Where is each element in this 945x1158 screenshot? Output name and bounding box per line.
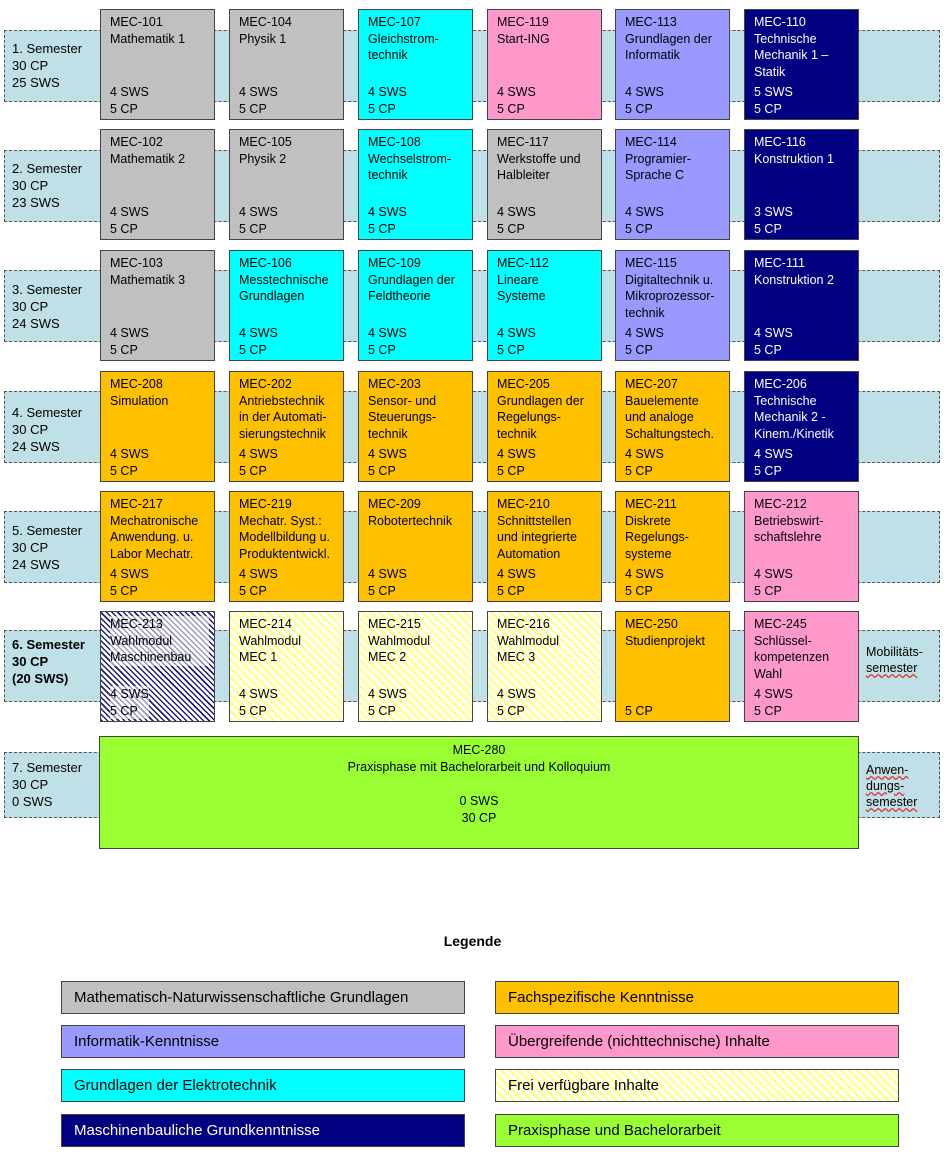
module-footer xyxy=(239,325,278,358)
module-sws: 4 SWS xyxy=(368,687,407,701)
module-footer xyxy=(110,325,149,358)
module-footer xyxy=(497,325,536,358)
module-cp: 5 CP xyxy=(625,703,653,718)
module-MEC-215[interactable] xyxy=(358,611,473,722)
module-sws: 4 SWS xyxy=(754,567,793,581)
module-footer xyxy=(754,446,793,479)
module-sws: 4 SWS xyxy=(110,687,149,701)
module-code: MEC-112 xyxy=(497,256,549,270)
module-footer xyxy=(368,204,407,237)
module-cp: 5 CP xyxy=(497,221,525,236)
semester-cp: 30 CP xyxy=(12,540,49,555)
module-sws: 0 SWS xyxy=(459,794,499,808)
module-MEC-280[interactable] xyxy=(99,736,859,849)
semester-cp: 30 CP xyxy=(12,299,49,314)
module-MEC-214[interactable] xyxy=(229,611,344,722)
module-sws: 3 SWS xyxy=(754,205,793,219)
module-sws: 4 SWS xyxy=(497,205,536,219)
module-title: Wechselstrom- technik xyxy=(368,151,452,182)
module-sws: 4 SWS xyxy=(625,205,664,219)
side-label-line xyxy=(866,778,938,794)
module-sws: 4 SWS xyxy=(497,687,536,701)
module-title: Mechatronische Anwendung. u. Labor Mechatr. xyxy=(110,513,199,561)
module-code: MEC-203 xyxy=(368,377,421,391)
module-cp: 5 CP xyxy=(239,101,267,116)
module-code: MEC-110 xyxy=(754,15,806,29)
module-MEC-216[interactable] xyxy=(487,611,602,722)
module-footer xyxy=(368,325,407,358)
module-code: MEC-202 xyxy=(239,377,292,391)
semester-name: 3. Semester xyxy=(12,282,83,297)
semester-label-5 xyxy=(12,522,82,573)
module-MEC-106[interactable] xyxy=(229,250,344,361)
module-cp: 5 CP xyxy=(110,342,138,357)
module-MEC-217[interactable] xyxy=(100,491,215,602)
semester-sws: 24 SWS xyxy=(12,316,60,331)
module-sws: 4 SWS xyxy=(497,326,536,340)
module-footer xyxy=(497,566,536,599)
module-MEC-111[interactable] xyxy=(744,250,859,361)
module-cp: 5 CP xyxy=(110,583,138,598)
module-title: Studienprojekt xyxy=(625,633,705,648)
module-title: Praxisphase mit Bachelorarbeit und Kolloquium xyxy=(347,760,611,774)
module-cp: 5 CP xyxy=(239,583,267,598)
module-footer xyxy=(625,325,664,358)
module-code: MEC-219 xyxy=(239,497,292,511)
module-cp: 5 CP xyxy=(368,342,396,357)
module-sws: 4 SWS xyxy=(368,567,407,581)
semester-label-4 xyxy=(12,404,82,455)
module-sws: 4 SWS xyxy=(754,687,793,701)
module-title: Bauelemente und analoge Schaltungstech. xyxy=(625,393,714,441)
module-footer xyxy=(110,566,149,599)
semester-label-6 xyxy=(12,636,85,687)
module-sws: 4 SWS xyxy=(625,567,664,581)
semester-label-3 xyxy=(12,281,82,332)
module-title: Mechatr. Syst.: Modellbildung u. Produktentwickl. xyxy=(239,513,331,561)
module-sws: 4 SWS xyxy=(239,447,278,461)
semester-sws: 24 SWS xyxy=(12,439,60,454)
module-cp: 5 CP xyxy=(625,101,653,116)
module-title: Technische Mechanik 1 – Statik xyxy=(754,31,829,79)
module-cp: 5 CP xyxy=(368,101,396,116)
semester-label-2 xyxy=(12,160,82,211)
module-title: Schlüssel- kompetenzen Wahl xyxy=(754,633,830,681)
semester-name: 2. Semester xyxy=(12,161,83,176)
module-sws: 4 SWS xyxy=(110,567,149,581)
module-MEC-114[interactable] xyxy=(615,129,730,240)
module-footer xyxy=(754,84,793,117)
module-sws: 4 SWS xyxy=(625,447,664,461)
module-cp: 5 CP xyxy=(368,221,396,236)
semester-sws: 0 SWS xyxy=(12,794,53,809)
semester-cp: 30 CP xyxy=(12,654,49,669)
module-cp: 5 CP xyxy=(239,703,267,718)
module-footer xyxy=(754,204,793,237)
module-footer xyxy=(239,204,278,237)
module-MEC-208[interactable] xyxy=(100,371,215,482)
module-code: MEC-115 xyxy=(625,256,677,270)
module-code: MEC-245 xyxy=(754,617,807,631)
module-MEC-203[interactable] xyxy=(358,371,473,482)
side-label-line xyxy=(866,762,938,778)
module-title: Konstruktion 2 xyxy=(754,272,834,287)
module-MEC-101[interactable] xyxy=(100,9,215,120)
module-sws: 4 SWS xyxy=(110,205,149,219)
module-sws: 4 SWS xyxy=(110,326,149,340)
module-cp: 5 CP xyxy=(239,221,267,236)
module-footer xyxy=(754,325,793,358)
module-sws: 4 SWS xyxy=(368,326,407,340)
module-title: Grundlagen der Informatik xyxy=(625,31,712,62)
semester-name: 4. Semester xyxy=(12,405,83,420)
semester-name: 7. Semester xyxy=(12,760,83,775)
semester-sws: (20 SWS) xyxy=(12,671,69,686)
module-sws: 4 SWS xyxy=(625,326,664,340)
module-MEC-202[interactable] xyxy=(229,371,344,482)
module-footer xyxy=(497,446,536,479)
module-MEC-110[interactable] xyxy=(744,9,859,120)
module-title: Diskrete Regelungs- systeme xyxy=(625,513,689,561)
module-MEC-115[interactable] xyxy=(615,250,730,361)
legend-item: Frei verfügbare Inhalte xyxy=(495,1069,899,1102)
module-cp: 5 CP xyxy=(497,463,525,478)
module-footer xyxy=(497,204,536,237)
module-cp: 5 CP xyxy=(110,703,149,720)
module-MEC-113[interactable] xyxy=(615,9,730,120)
module-footer xyxy=(110,446,149,479)
module-footer xyxy=(239,566,278,599)
module-footer xyxy=(239,686,278,719)
module-code: MEC-119 xyxy=(497,15,549,29)
module-footer xyxy=(625,84,664,117)
module-code: MEC-108 xyxy=(368,135,421,149)
module-code: MEC-103 xyxy=(110,256,163,270)
module-footer xyxy=(368,566,407,599)
module-MEC-109[interactable] xyxy=(358,250,473,361)
semester-cp: 30 CP xyxy=(12,422,49,437)
module-cp: 5 CP xyxy=(110,221,138,236)
semester-name: 1. Semester xyxy=(12,41,83,56)
module-cp: 5 CP xyxy=(625,221,653,236)
module-footer xyxy=(625,446,664,479)
module-code: MEC-113 xyxy=(625,15,677,29)
legend-item: Grundlagen der Elektrotechnik xyxy=(61,1069,465,1102)
module-title: Konstruktion 1 xyxy=(754,151,834,166)
module-title: Digitaltechnik u. Mikroprozessor- technik xyxy=(625,272,715,320)
module-code: MEC-109 xyxy=(368,256,421,270)
module-title: Start-ING xyxy=(497,31,550,46)
module-code: MEC-205 xyxy=(497,377,550,391)
module-title: Gleichstrom- technik xyxy=(368,31,439,62)
module-title: Wahlmodul MEC 1 xyxy=(239,633,302,664)
module-sws: 4 SWS xyxy=(239,567,278,581)
module-code: MEC-215 xyxy=(368,617,421,631)
module-footer xyxy=(754,686,793,719)
module-MEC-108[interactable] xyxy=(358,129,473,240)
module-footer xyxy=(239,446,278,479)
module-code: MEC-116 xyxy=(754,135,806,149)
module-cp: 5 CP xyxy=(497,101,525,116)
module-MEC-103[interactable] xyxy=(100,250,215,361)
module-sws: 4 SWS xyxy=(497,567,536,581)
module-MEC-105[interactable] xyxy=(229,129,344,240)
module-cp: 5 CP xyxy=(368,583,396,598)
legend-item: Informatik-Kenntnisse xyxy=(61,1025,465,1058)
module-footer xyxy=(625,566,664,599)
legend-title: Legende xyxy=(443,933,502,949)
semester-sws: 23 SWS xyxy=(12,195,60,210)
module-sws: 4 SWS xyxy=(368,447,407,461)
module-cp: 5 CP xyxy=(625,463,653,478)
module-footer xyxy=(368,446,407,479)
module-code: MEC-211 xyxy=(625,497,677,511)
side-label-text: dungs- xyxy=(866,779,905,793)
module-title: Sensor- und Steuerungs- technik xyxy=(368,393,437,441)
module-cp: 5 CP xyxy=(497,583,525,598)
module-code: MEC-104 xyxy=(239,15,292,29)
module-sws: 4 SWS xyxy=(497,447,536,461)
module-cp: 5 CP xyxy=(754,342,782,357)
module-MEC-209[interactable] xyxy=(358,491,473,602)
side-label-text: semester xyxy=(866,661,918,675)
module-MEC-212[interactable] xyxy=(744,491,859,602)
module-cp: 5 CP xyxy=(754,221,782,236)
legend-item: Übergreifende (nichttechnische) Inhalte xyxy=(495,1025,899,1058)
module-sws: 4 SWS xyxy=(239,205,278,219)
module-code: MEC-207 xyxy=(625,377,678,391)
module-title: Mathematik 2 xyxy=(110,151,186,166)
module-MEC-205[interactable] xyxy=(487,371,602,482)
module-footer xyxy=(110,84,149,117)
semester-sws: 25 SWS xyxy=(12,75,60,90)
module-footer xyxy=(368,686,407,719)
module-title: Programier- Sprache C xyxy=(625,151,691,182)
module-cp: 5 CP xyxy=(239,463,267,478)
module-MEC-245[interactable] xyxy=(744,611,859,722)
module-code: MEC-217 xyxy=(110,497,163,511)
spacer xyxy=(100,776,858,793)
module-cp: 5 CP xyxy=(497,703,525,718)
module-cp: 5 CP xyxy=(110,463,138,478)
module-MEC-207[interactable] xyxy=(615,371,730,482)
semester-cp: 30 CP xyxy=(12,777,49,792)
module-title: Mathematik 1 xyxy=(110,31,186,46)
module-code: MEC-210 xyxy=(497,497,550,511)
application-semester-label xyxy=(866,762,938,810)
module-title: Wahlmodul MEC 3 xyxy=(497,633,560,664)
module-cp: 5 CP xyxy=(754,583,782,598)
module-code: MEC-214 xyxy=(239,617,292,631)
module-code: MEC-212 xyxy=(754,497,807,511)
side-label-line: Mobilitäts- xyxy=(866,645,923,659)
module-footer xyxy=(368,84,407,117)
module-sws: 4 SWS xyxy=(625,85,664,99)
module-cp: 5 CP xyxy=(754,101,782,116)
module-MEC-102[interactable] xyxy=(100,129,215,240)
module-cp: 30 CP xyxy=(461,811,497,825)
module-title: Antriebstechnik in der Automati- sierungstechnik xyxy=(239,393,327,441)
module-MEC-112[interactable] xyxy=(487,250,602,361)
module-cp: 5 CP xyxy=(497,342,525,357)
module-title: Simulation xyxy=(110,393,169,408)
module-MEC-210[interactable] xyxy=(487,491,602,602)
module-cp: 5 CP xyxy=(625,342,653,357)
module-title: Wahlmodul MEC 2 xyxy=(368,633,431,664)
module-footer xyxy=(497,686,536,719)
module-title: Messtechnische Grundlagen xyxy=(239,272,329,303)
module-MEC-104[interactable] xyxy=(229,9,344,120)
module-cp: 5 CP xyxy=(110,101,138,116)
legend-item: Fachspezifische Kenntnisse xyxy=(495,981,899,1014)
module-cp: 5 CP xyxy=(754,703,782,718)
side-label-line xyxy=(866,794,938,810)
module-sws: 4 SWS xyxy=(110,85,149,99)
module-sws: 4 SWS xyxy=(239,687,278,701)
module-title: Robotertechnik xyxy=(368,513,453,528)
semester-cp: 30 CP xyxy=(12,178,49,193)
module-title: Grundlagen der Feldtheorie xyxy=(368,272,455,303)
semester-name: 6. Semester xyxy=(12,637,85,652)
module-code: MEC-213 xyxy=(110,616,209,633)
module-MEC-213[interactable] xyxy=(100,611,215,722)
module-MEC-211[interactable] xyxy=(615,491,730,602)
module-sws: 4 SWS xyxy=(239,85,278,99)
module-cp: 5 CP xyxy=(754,463,782,478)
module-MEC-119[interactable] xyxy=(487,9,602,120)
module-code: MEC-250 xyxy=(625,617,678,631)
module-footer xyxy=(497,84,536,117)
module-code: MEC-107 xyxy=(368,15,421,29)
module-footer xyxy=(625,703,653,720)
module-footer xyxy=(110,686,149,719)
module-code: MEC-111 xyxy=(754,256,805,270)
side-label-line xyxy=(866,660,938,676)
module-title: Physik 2 xyxy=(239,151,287,166)
module-MEC-219[interactable] xyxy=(229,491,344,602)
module-code: MEC-105 xyxy=(239,135,292,149)
module-footer xyxy=(110,204,149,237)
module-sws: 4 SWS xyxy=(239,326,278,340)
module-cp: 5 CP xyxy=(625,583,653,598)
module-footer xyxy=(239,84,278,117)
module-code: MEC-209 xyxy=(368,497,421,511)
module-sws: 4 SWS xyxy=(754,447,793,461)
module-title: Grundlagen der Regelungs- technik xyxy=(497,393,584,441)
module-code: MEC-216 xyxy=(497,617,550,631)
semester-name: 5. Semester xyxy=(12,523,83,538)
module-MEC-206[interactable] xyxy=(744,371,859,482)
side-label-text: Anwen- xyxy=(866,763,909,777)
semester-cp: 30 CP xyxy=(12,58,49,73)
module-MEC-250[interactable] xyxy=(615,611,730,722)
module-code: MEC-102 xyxy=(110,135,163,149)
module-code: MEC-206 xyxy=(754,377,807,391)
semester-label-1 xyxy=(12,40,82,91)
legend-item: Praxisphase und Bachelorarbeit xyxy=(495,1114,899,1147)
module-title: Technische Mechanik 2 - Kinem./Kinetik xyxy=(754,393,834,441)
module-code: MEC-106 xyxy=(239,256,292,270)
module-cp: 5 CP xyxy=(368,463,396,478)
module-title: Wahlmodul Maschinenbau xyxy=(110,633,209,666)
module-title: Mathematik 3 xyxy=(110,272,186,287)
module-sws: 5 SWS xyxy=(754,85,793,99)
module-code: MEC-117 xyxy=(497,135,549,149)
module-code: MEC-114 xyxy=(625,135,677,149)
module-sws: 4 SWS xyxy=(368,85,407,99)
mobility-semester-label xyxy=(866,644,938,676)
module-cp: 5 CP xyxy=(239,342,267,357)
legend-item: Maschinenbauliche Grundkenntnisse xyxy=(61,1114,465,1147)
semester-label-7 xyxy=(12,759,82,810)
module-footer xyxy=(625,204,664,237)
legend-item: Mathematisch-Naturwissenschaftliche Grundlagen xyxy=(61,981,465,1014)
module-MEC-116[interactable] xyxy=(744,129,859,240)
module-MEC-117[interactable] xyxy=(487,129,602,240)
module-cp: 5 CP xyxy=(368,703,396,718)
module-code: MEC-280 xyxy=(452,743,506,757)
module-sws: 4 SWS xyxy=(754,326,793,340)
module-sws: 4 SWS xyxy=(110,447,149,461)
semester-sws: 24 SWS xyxy=(12,557,60,572)
module-title: Physik 1 xyxy=(239,31,287,46)
module-sws: 4 SWS xyxy=(368,205,407,219)
module-code: MEC-208 xyxy=(110,377,163,391)
side-label-text: semester xyxy=(866,795,918,809)
module-title: Lineare Systeme xyxy=(497,272,546,303)
module-footer xyxy=(754,566,793,599)
module-MEC-107[interactable] xyxy=(358,9,473,120)
module-sws: 4 SWS xyxy=(497,85,536,99)
module-code: MEC-101 xyxy=(110,15,163,29)
module-title: Werkstoffe und Halbleiter xyxy=(497,151,581,182)
module-title: Schnittstellen und integrierte Automation xyxy=(497,513,577,561)
module-title: Betriebswirt- schaftslehre xyxy=(754,513,824,544)
